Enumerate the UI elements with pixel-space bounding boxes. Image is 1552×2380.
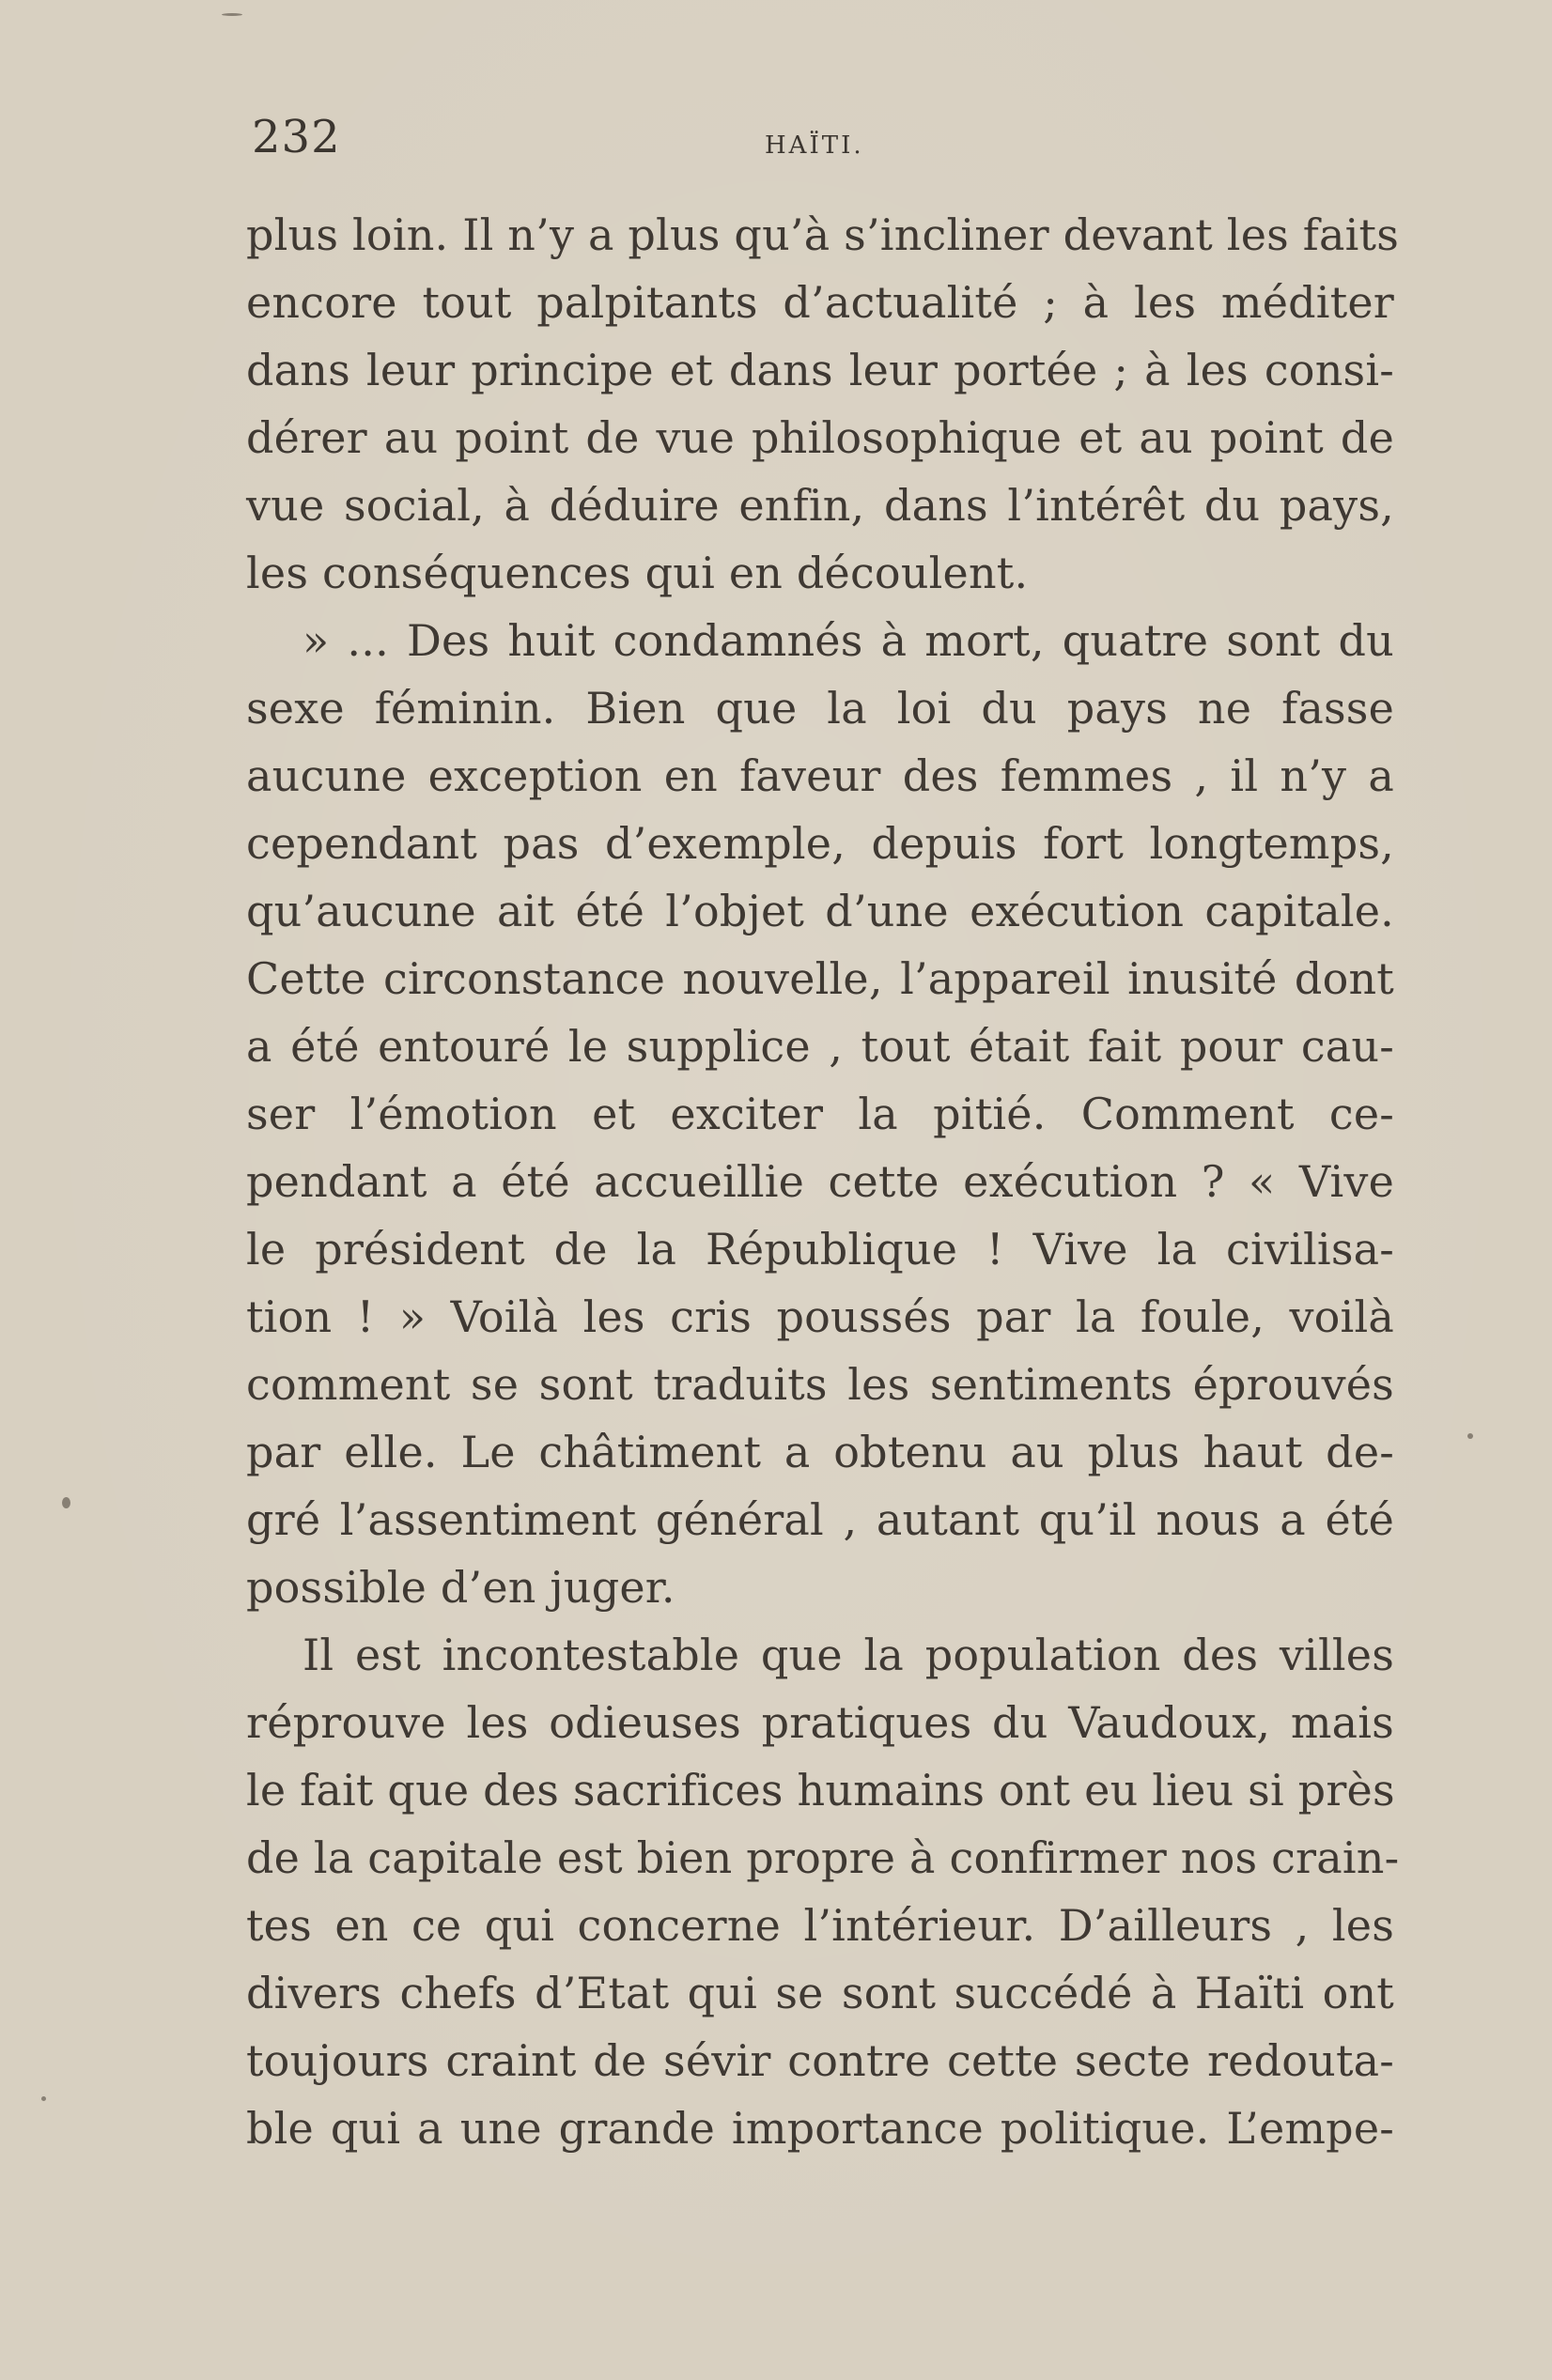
text-line: gré l’assentiment général , autant qu’il nous a été	[246, 1494, 1394, 1545]
text-line: qu’aucune ait été l’objet d’une exécution capitale.	[246, 886, 1394, 936]
text-line: réprouve les odieuses pratiques du Vaudoux, mais	[246, 1697, 1394, 1748]
text-line: divers chefs d’Etat qui se sont succédé à Haïti ont	[246, 1968, 1394, 2018]
page-number: 232	[252, 111, 341, 163]
ink-speck	[41, 2096, 46, 2101]
text-line: cependant pas d’exemple, depuis fort longtemps,	[246, 818, 1394, 869]
page-header	[252, 111, 1389, 177]
text-line: toujours craint de sévir contre cette secte redouta-	[246, 2035, 1394, 2086]
text-line: les conséquences qui en découlent.	[246, 548, 1029, 598]
text-line: tion ! » Voilà les cris poussés par la foule, voilà	[246, 1291, 1394, 1342]
ink-speck	[1467, 1433, 1473, 1439]
ink-speck	[62, 1497, 70, 1508]
text-line: dans leur principe et dans leur portée ; à les consi-	[246, 345, 1394, 395]
text-line: Cette circonstance nouvelle, l’appareil inusité dont	[246, 953, 1394, 1004]
text-line: ser l’émotion et exciter la pitié. Comment ce-	[246, 1089, 1394, 1139]
text-line: comment se sont traduits les sentiments éprouvés	[246, 1359, 1394, 1410]
text-line: de la capitale est bien propre à confirmer nos crain-	[246, 1832, 1400, 1883]
text-line: ble qui a une grande importance politique. L’empe-	[246, 2103, 1394, 2154]
text-line: » ... Des huit condamnés à mort, quatre sont du	[303, 615, 1394, 666]
text-line: vue social, à déduire enfin, dans l’intérêt du pays,	[246, 480, 1394, 531]
text-line: par elle. Le châtiment a obtenu au plus haut de-	[246, 1427, 1394, 1477]
running-title: HAÏTI.	[765, 131, 864, 160]
text-line: dérer au point de vue philosophique et au point de	[246, 412, 1394, 463]
text-line: a été entouré le supplice , tout était fait pour cau-	[246, 1021, 1394, 1072]
body-text	[246, 201, 1400, 2162]
text-line: encore tout palpitants d’actualité ; à les méditer	[246, 277, 1394, 328]
text-line: tes en ce qui concerne l’intérieur. D’ailleurs , les	[246, 1900, 1394, 1951]
text-line: sexe féminin. Bien que la loi du pays ne fasse	[246, 683, 1394, 734]
ink-speck	[222, 13, 242, 16]
text-line: Il est incontestable que la population des villes	[303, 1630, 1394, 1680]
text-line: pendant a été accueillie cette exécution ? « Vive	[246, 1156, 1394, 1207]
text-line: possible d’en juger.	[246, 1562, 675, 1613]
text-line: plus loin. Il n’y a plus qu’à s’incliner devant les faits	[246, 209, 1400, 260]
text-line: aucune exception en faveur des femmes , il n’y a	[246, 750, 1394, 801]
text-line: le président de la République ! Vive la civilisa-	[246, 1224, 1394, 1275]
text-line: le fait que des sacrifices humains ont eu lieu si près	[246, 1765, 1395, 1816]
